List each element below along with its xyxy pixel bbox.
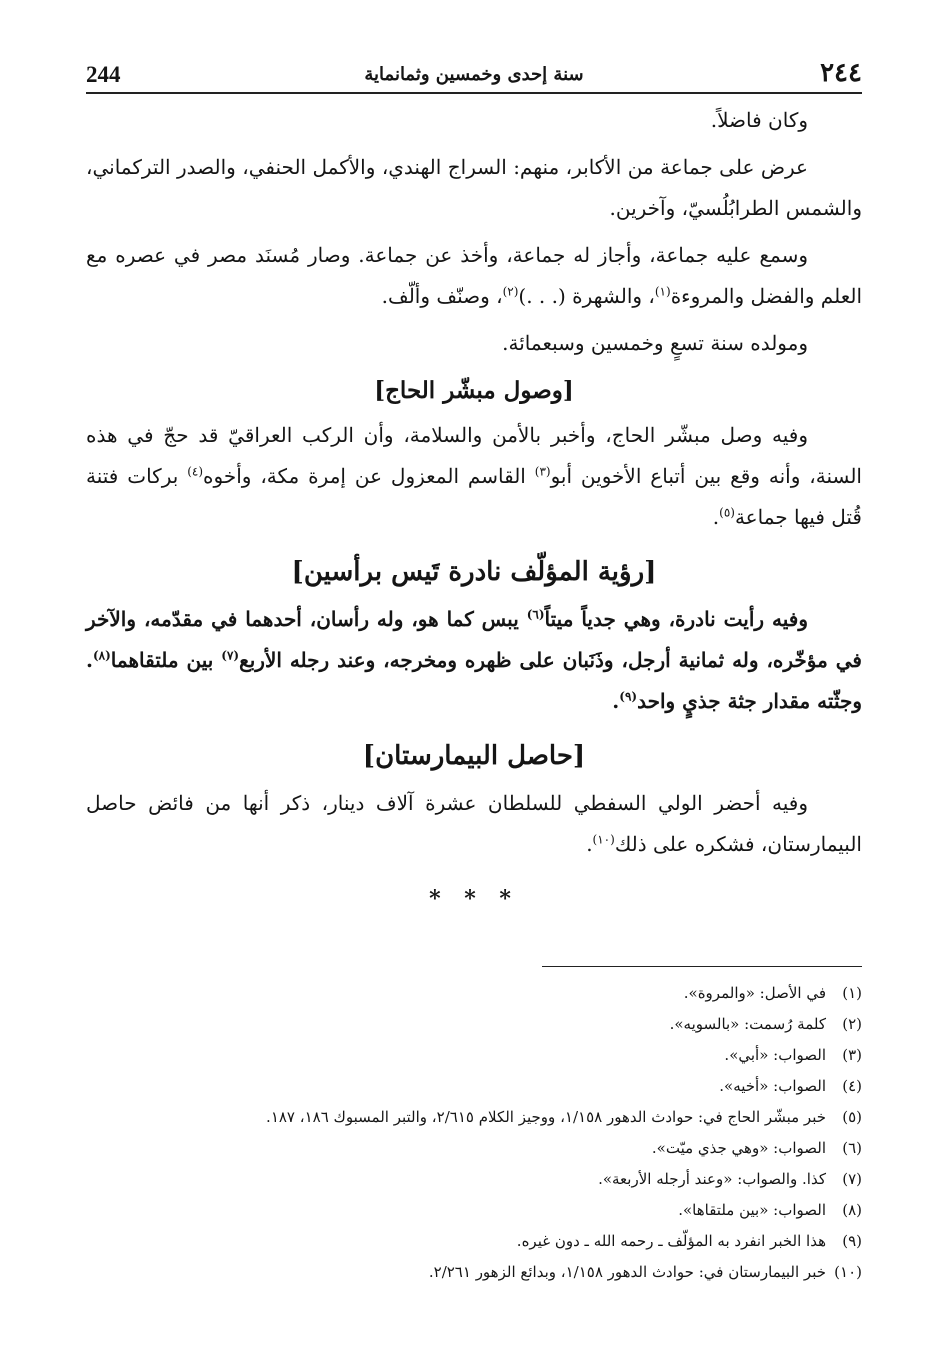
page-number-arabic: ٢٤٤ [820, 58, 862, 88]
text-run: القاسم المعزول عن إمرة مكة، وأخوه [203, 464, 535, 488]
section-heading: [وصول مبشّر الحاج] [374, 377, 574, 404]
footnote [86, 978, 862, 1009]
footnote-text: الصواب: «أخيه». [719, 1077, 826, 1095]
paragraph: وكان فاضلاً. [710, 108, 808, 132]
footnote-text: خبر مبشّر الحاج في: حوادث الدهور ١/١٥٨، ووجيز الكلام ٢/٦١٥، والتبر المسبوك ١٨٦، ١٨٧. [266, 1108, 826, 1126]
section-heading: [رؤية المؤلّف نادرة تَيس برأسين] [291, 557, 657, 587]
main-text [86, 100, 862, 920]
footnote [86, 1257, 862, 1288]
footnote-text: الصواب: «وهي جذي ميّت». [651, 1139, 826, 1157]
footnote [86, 1009, 862, 1040]
footnote-ref: (٥) [719, 505, 735, 520]
text-run: . [612, 689, 620, 713]
footnote-number: (٧) [842, 1170, 862, 1188]
footnote-text: في الأصل: «والمروة». [683, 984, 826, 1002]
footnote-ref: (١) [654, 284, 671, 299]
text-run: . [586, 832, 593, 856]
footnote [86, 1164, 862, 1195]
footnote-number: (١) [842, 984, 862, 1002]
text-run: وسمع عليه جماعة، وأجاز له جماعة، وأخذ عن جماعة. وصار مُسنَد مصر في عصره مع العلم والفضل والمروءة [86, 243, 862, 308]
footnote-number: (٤) [842, 1077, 862, 1095]
paragraph: ومولده سنة تسعٍ وخمسين وسبعمائة. [502, 331, 808, 355]
footnote-ref: (٣) [534, 464, 551, 479]
footnote [86, 1102, 862, 1133]
footnote [86, 1071, 862, 1102]
footnote [86, 1040, 862, 1071]
footnote-divider [542, 966, 862, 967]
footnote-text: هذا الخبر انفرد به المؤلّف ـ رحمه الله ـ دون غيره. [516, 1232, 826, 1250]
footnote-number: (٣) [842, 1046, 862, 1064]
page-header [86, 56, 862, 94]
text-run: يبس كما هو، وله رأسان، أحدهما في مقدّمه، والآخر في مؤخّره، وله ثمانية أرجل، وذَنَبان على ظهره ومخرجه، وعند رجله الأربع [86, 607, 862, 672]
footnote-text: كلمة رُسمت: «بالسويه». [669, 1015, 826, 1033]
footnote-number: (٢) [842, 1015, 862, 1033]
running-title: سنة إحدى وخمسين وثمانماية [364, 64, 584, 85]
footnote-text: كذا. والصواب: «وعند أرجله الأربعة». [598, 1170, 826, 1188]
paragraph [86, 415, 862, 538]
page-number-latin: 244 [86, 62, 121, 87]
footnotes [86, 978, 862, 1288]
text-run: بركات فتنة قُتل فيها جماعة [86, 464, 862, 529]
footnote-ref: (٢) [502, 284, 519, 299]
text-run: وفيه أحضر الولي السفطي للسلطان عشرة آلاف دينار، ذكر أنها من فائض حاصل البيمارستان، فشكره على ذلك [86, 791, 862, 856]
footnote-ref: (٤) [187, 464, 204, 479]
footnote-ref: (١٠) [592, 832, 615, 847]
footnote-number: (٩) [842, 1232, 862, 1250]
footnote [86, 1133, 862, 1164]
text-run: بين ملتقاهما [110, 648, 222, 672]
text-run: . وجثّته مقدار جثة جذيٍ واحد [86, 648, 862, 713]
footnote-ref: (٩) [619, 689, 638, 704]
footnote [86, 1226, 862, 1257]
text-run: وفيه رأيت نادرة، وهي جدياً ميتاً [544, 607, 808, 631]
footnote-number: (١٠) [834, 1263, 862, 1281]
footnote [86, 1195, 862, 1226]
footnote-ref: (٨) [92, 648, 111, 663]
paragraph [86, 599, 862, 722]
footnote-text: الصواب: «بين ملتقاها». [678, 1201, 826, 1219]
paragraph [86, 235, 862, 317]
paragraph: عرض على جماعة من الأكابر، منهم: السراج الهندي، والأكمل الحنفي، والصدر التركماني، والشمس الطرابُلُسيّ، وآخرين. [86, 155, 862, 220]
text-run: ، والشهرة (. . .) [518, 284, 655, 308]
text-run: وفيه وصل مبشّر الحاج، وأخبر بالأمن والسلامة، وأن الركب العراقيّ قد حجّ في هذه السنة، وأنه وقع بين أتباع الأخوين أبو [86, 423, 862, 488]
footnote-text: خبر البيمارستان في: حوادث الدهور ١/١٥٨، وبدائع الزهور ٢/٢٦١. [428, 1263, 826, 1281]
text-run: . [712, 505, 720, 529]
footnote-ref: (٧) [221, 648, 240, 663]
footnote-ref: (٦) [526, 607, 545, 622]
footnote-number: (٦) [842, 1139, 862, 1157]
footnote-text: الصواب: «أبي». [724, 1046, 826, 1064]
paragraph [86, 783, 862, 865]
text-run: ، وصنّف وألّف. [381, 284, 503, 308]
footnote-number: (٥) [842, 1108, 862, 1126]
section-heading: [حاصل البيمارستان] [362, 741, 586, 771]
section-separator: * * * [429, 886, 519, 912]
footnote-number: (٨) [842, 1201, 862, 1219]
